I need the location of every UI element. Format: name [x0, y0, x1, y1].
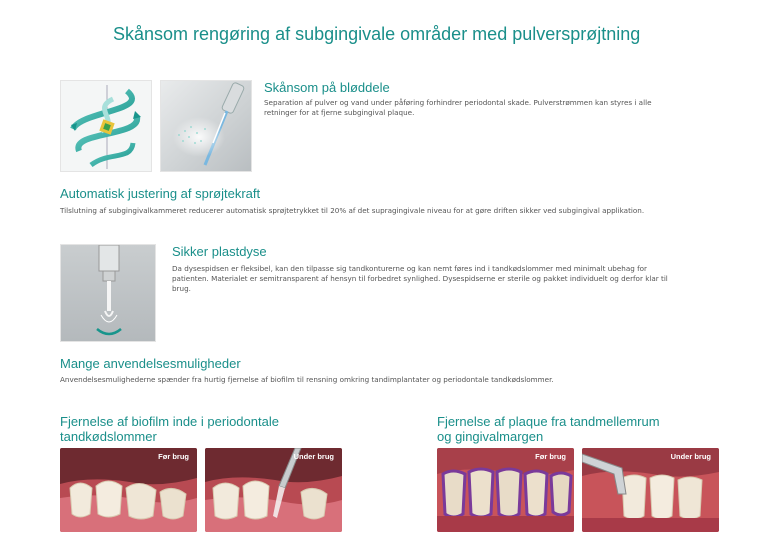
swirl-arrows-icon [61, 81, 152, 172]
plaque-heading-line1: Fjernelse af plaque fra tandmellemrum [437, 414, 660, 429]
during-label-2: Under brug [670, 452, 711, 461]
plaque-heading [437, 414, 660, 444]
plaque-heading-line2: og gingivalmargen [437, 429, 544, 444]
plaque-before-photo [437, 448, 574, 532]
soft-tissue-text: Separation af pulver og vand under påføring forhindrer periodontal skade. Pulverstrømmen kan styres i alle retninger for at fjerne subgingival plaque. [264, 98, 652, 117]
before-label: Før brug [158, 452, 189, 461]
powder-spray-photo [160, 80, 252, 172]
uses-text: Anvendelsesmulighederne spænder fra hurtig fjernelse af biofilm til rensning omkring tandimplantater og periodontale tandkødslommer. [60, 375, 554, 384]
auto-adjust-text: Tilslutning af subgingivalkammeret reducerer automatisk sprøjtetrykket til 20% af det supragingivale niveau for at gøre driften sikker ved subgingival applikation. [60, 206, 645, 215]
auto-adjust-heading: Automatisk justering af sprøjtekraft [60, 186, 261, 201]
plastic-nozzle-photo [60, 244, 156, 342]
before-label-2: Før brug [535, 452, 566, 461]
soft-tissue-heading: Skånsom på bløddele [264, 80, 390, 95]
plaque-during-photo [582, 448, 719, 532]
page-title: Skånsom rengøring af subgingivale områder med pulversprøjtning [113, 24, 641, 44]
biofilm-heading-line1: Fjernelse af biofilm inde i periodontale [60, 414, 279, 429]
powder-water-separation-illustration [60, 80, 152, 172]
biofilm-before-photo [60, 448, 197, 532]
biofilm-during-photo [205, 448, 342, 532]
uses-heading: Mange anvendelsesmuligheder [60, 356, 241, 371]
during-label: Under brug [293, 452, 334, 461]
nozzle-heading: Sikker plastdyse [172, 244, 267, 259]
biofilm-heading-line2: tandkødslommer [60, 429, 157, 444]
nozzle-text: Da dysespidsen er fleksibel, kan den tilpasse sig tandkonturerne og kan nemt føres ind i tandkødslommer med minimalt ubehag for patienten. Materialet er semitransparent af hensyn til forbedret synlighed. Dysespidserne er sterile og pakket individuelt og derfor klar til brug. [172, 264, 668, 293]
biofilm-heading [60, 414, 279, 444]
